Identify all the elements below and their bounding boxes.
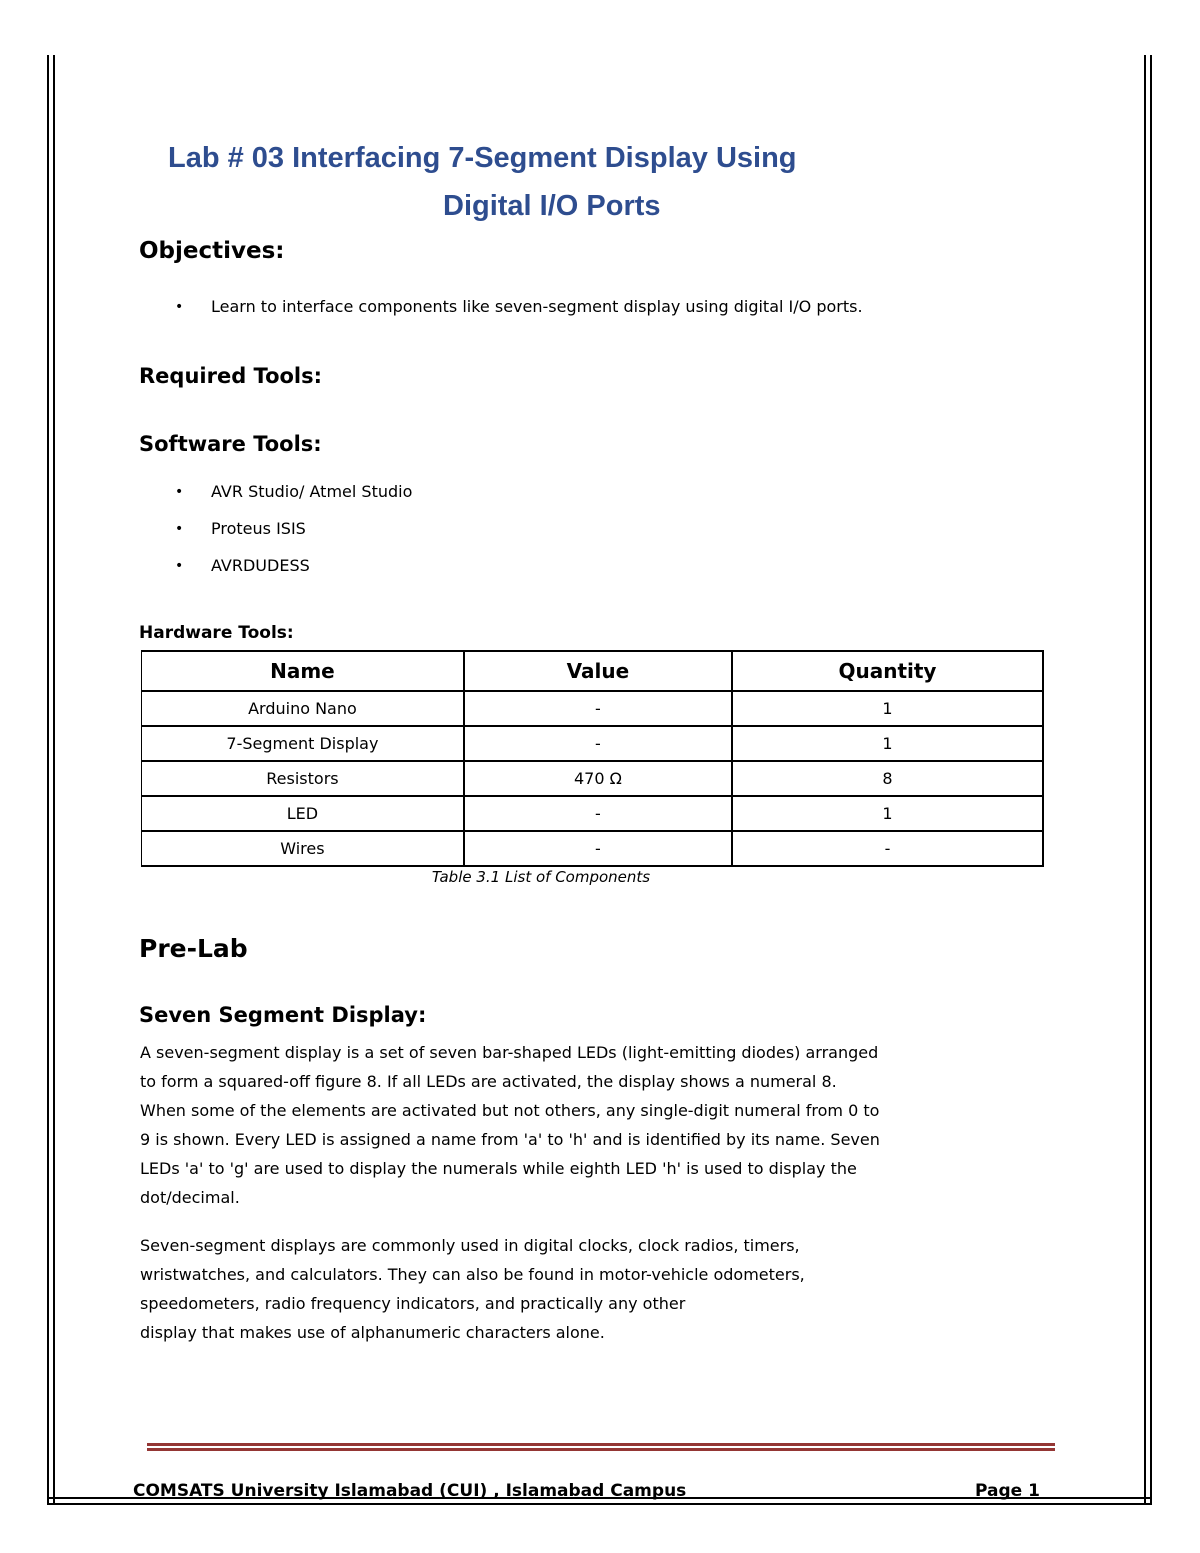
list-item: • Proteus ISIS [175, 519, 306, 538]
table-cell: - [732, 831, 1043, 866]
page-title-line-1: Lab # 03 Interfacing 7-Segment Display Using [168, 142, 797, 174]
table-cell: - [464, 726, 732, 761]
table-cell: 1 [732, 691, 1043, 726]
footer-page-number: Page 1 [975, 1481, 1040, 1501]
list-item: • AVRDUDESS [175, 556, 310, 575]
column-header-quantity: Quantity [732, 651, 1043, 691]
bullet-icon: • [175, 484, 184, 500]
page-border-right-outer [1150, 55, 1152, 1505]
page-border-right-inner [1144, 55, 1146, 1505]
page-title-line-2: Digital I/O Ports [443, 190, 661, 222]
table-cell: - [464, 796, 732, 831]
seven-segment-heading: Seven Segment Display: [139, 1003, 427, 1027]
footer-rule-top [147, 1443, 1055, 1446]
required-tools-heading: Required Tools: [139, 364, 323, 388]
column-header-name: Name [142, 651, 464, 691]
table-cell: LED [142, 796, 464, 831]
paragraph-1: A seven-segment display is a set of seven bar-shaped LEDs (light-emitting diodes) arranged to form a squared-off figure 8. If all LEDs are activated, the display shows a numeral 8. When some of the elements are activated but not others, any single-digit numeral from 0 to 9 is shown. Every LED is assigned a name from 'a' to 'h' and is identified by its name. Seven LEDs 'a' to 'g' are used to display the numerals while eighth LED 'h' is used to display the dot/decimal. [140, 1043, 880, 1207]
table-row [142, 691, 1044, 726]
bullet-icon: • [175, 521, 184, 537]
objectives-heading: Objectives: [139, 238, 285, 264]
table-row [142, 796, 1044, 831]
table-row [142, 726, 1044, 761]
footer-institution: COMSATS University Islamabad (CUI) , Islamabad Campus [133, 1481, 687, 1501]
table-cell: - [464, 831, 732, 866]
table-row [142, 761, 1044, 796]
table-row [142, 831, 1044, 866]
page-border-bottom-outer [47, 1503, 1152, 1505]
objectives-list [170, 296, 863, 333]
software-tools-heading: Software Tools: [139, 432, 322, 456]
bullet-icon: • [175, 558, 184, 574]
list-item: • Learn to interface components like seven-segment display using digital I/O ports. [175, 297, 863, 316]
table-caption: Table 3.1 List of Components [431, 868, 651, 886]
footer-rule-bottom [147, 1448, 1055, 1451]
bullet-icon: • [175, 299, 184, 315]
components-table [141, 650, 1044, 867]
paragraph-2: Seven-segment displays are commonly used in digital clocks, clock radios, timers, wristwatches, and calculators. They can also be found in motor-vehicle odometers, speedometers, radio frequency indicators, and practically any other display that makes use of alphanumeric characters alone. [140, 1236, 805, 1342]
prelab-heading: Pre-Lab [139, 934, 248, 963]
hardware-tools-heading: Hardware Tools: [139, 623, 294, 643]
table-cell: Wires [142, 831, 464, 866]
table-cell: 470 Ω [464, 761, 732, 796]
table-header-row [142, 651, 1044, 691]
software-tools-list [170, 481, 412, 592]
table-cell: 8 [732, 761, 1043, 796]
page-border-left-inner [53, 55, 55, 1505]
table-cell: - [464, 691, 732, 726]
column-header-value: Value [464, 651, 732, 691]
page-border-left-outer [47, 55, 49, 1505]
table-cell: 1 [732, 796, 1043, 831]
table-cell: Arduino Nano [142, 691, 464, 726]
table-cell: 7-Segment Display [142, 726, 464, 761]
table-cell: 1 [732, 726, 1043, 761]
table-cell: Resistors [142, 761, 464, 796]
list-item: • AVR Studio/ Atmel Studio [175, 482, 413, 501]
